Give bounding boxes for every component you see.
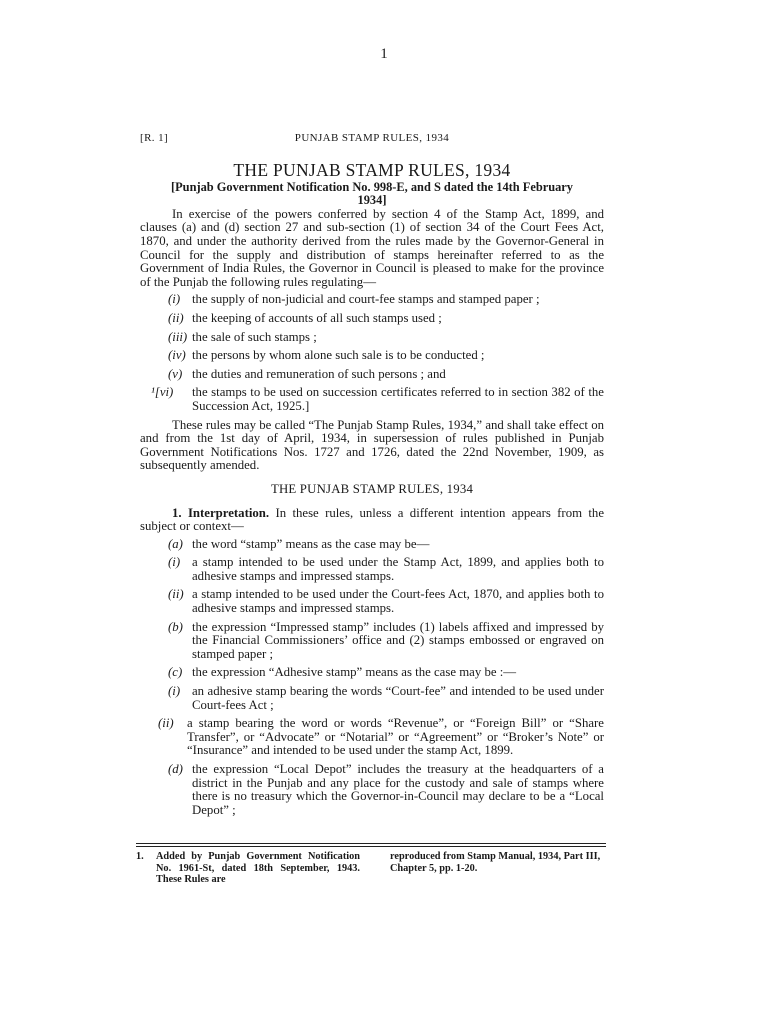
definition-subclause bbox=[140, 685, 604, 712]
definition-clause bbox=[140, 621, 604, 662]
clause-text: a stamp bearing the word or words “Revenue”, or “Foreign Bill” or “Share Transfer”, or “Advocate” or “Notarial” or “Agreement” or “Broker’s Note” or “Insurance” and intended to be used under the stamp Act, 1899. bbox=[187, 716, 604, 758]
item-text: the sale of such stamps ; bbox=[192, 329, 317, 344]
footnote-divider bbox=[136, 843, 606, 844]
item-number: (v) bbox=[168, 366, 183, 381]
definition-clause bbox=[140, 666, 604, 680]
rule-heading: Interpretation. bbox=[187, 505, 270, 520]
document-body bbox=[140, 132, 604, 822]
footnote-right-column: reproduced from Stamp Manual, 1934, Part III, Chapter 5, pp. 1-20. bbox=[390, 851, 601, 874]
clause-number: (c) bbox=[168, 665, 183, 680]
regulating-items-list bbox=[140, 293, 604, 413]
document-title: THE PUNJAB STAMP RULES, 1934 bbox=[233, 160, 511, 180]
item-text: the stamps to be used on succession certificates referred to in section 382 of the Succession Act, 1925.] bbox=[192, 385, 604, 413]
list-item bbox=[140, 386, 604, 413]
definition-subclause bbox=[140, 717, 604, 758]
definition-clause bbox=[140, 538, 604, 552]
list-item bbox=[140, 331, 604, 345]
list-item bbox=[140, 349, 604, 363]
item-number: (iv) bbox=[168, 348, 186, 363]
item-text: the keeping of accounts of all such stamps used ; bbox=[192, 310, 442, 325]
item-text: the supply of non-judicial and court-fee stamps and stamped paper ; bbox=[192, 292, 540, 307]
clause-text: a stamp intended to be used under the Stamp Act, 1899, and applies both to adhesive stamps and impressed stamps. bbox=[192, 555, 604, 583]
clause-number: (b) bbox=[168, 619, 183, 634]
clause-number: (d) bbox=[168, 762, 183, 776]
clause-number: (i) bbox=[168, 555, 181, 570]
definition-subclause bbox=[140, 588, 604, 615]
clause-text: the word “stamp” means as the case may be— bbox=[192, 536, 430, 551]
clause-text: the expression “Adhesive stamp” means as the case may be :— bbox=[192, 665, 517, 680]
running-title: PUNJAB STAMP RULES, 1934 bbox=[294, 132, 450, 144]
notification-reference: [Punjab Government Notification No. 998-E, and S dated the 14th February 1934] bbox=[170, 180, 573, 208]
page-number: 1 bbox=[380, 46, 388, 62]
rule-number: 1. bbox=[172, 505, 182, 520]
citation-paragraph: These rules may be called “The Punjab Stamp Rules, 1934,” and shall take effect on and from the 1st day of April, 1934, in supersession of rules published in Punjab Government Notifications Nos. 1727 and 1726, dated the 22nd November, 1909, as subsequently amended. bbox=[140, 417, 604, 473]
item-number: (iii) bbox=[168, 329, 188, 344]
definitions-list bbox=[140, 538, 604, 818]
clause-text: a stamp intended to be used under the Court-fees Act, 1870, and applies both to adhesive stamps and impressed stamps. bbox=[192, 587, 604, 616]
running-head bbox=[140, 132, 604, 148]
clause-number: (ii) bbox=[168, 587, 184, 602]
list-item bbox=[140, 312, 604, 326]
clause-number: (ii) bbox=[158, 716, 174, 731]
footnote-number: 1. bbox=[136, 851, 144, 862]
footnote-left-column bbox=[136, 851, 360, 886]
rule-reference: [R. 1] bbox=[140, 132, 169, 144]
footnote-text: Added by Punjab Government Notification No. 1961-St, dated 18th September, 1943. These Rules are bbox=[156, 851, 360, 885]
preamble-paragraph: In exercise of the powers conferred by section 4 of the Stamp Act, 1899, and clauses (a) and (d) section 27 and sub-section (1) of section 34 of the Court Fees Act, 1870, and under the authority derived from the rules made by the Governor-General in Council for the supply and distribution of stamps hereinafter referred to as the Government of India Rules, the Governor in Council is pleased to make for the province of the Punjab the following rules regulating— bbox=[140, 206, 604, 289]
clause-number: (i) bbox=[168, 684, 181, 699]
list-item bbox=[140, 368, 604, 382]
clause-text: the expression “Impressed stamp” includes (1) labels affixed and impressed by the Financial Commissioners’ office and (2) stamps embossed or engraved on stamped paper ; bbox=[192, 619, 604, 661]
rule-intro: In these rules, unless a different intention appears from the subject or context— bbox=[140, 505, 605, 534]
clause-number: (a) bbox=[168, 536, 183, 551]
item-number: (ii) bbox=[168, 310, 184, 325]
item-number: ¹[vi) bbox=[151, 385, 174, 400]
definition-clause bbox=[140, 763, 604, 817]
rule-1-paragraph bbox=[140, 507, 604, 534]
section-title: THE PUNJAB STAMP RULES, 1934 bbox=[270, 481, 474, 496]
definition-subclause bbox=[140, 556, 604, 583]
footnote-divider bbox=[136, 846, 606, 847]
item-text: the persons by whom alone such sale is to be conducted ; bbox=[192, 348, 485, 363]
clause-text: an adhesive stamp bearing the words “Court-fee” and intended to be used under Court-fees Act ; bbox=[192, 684, 604, 712]
item-text: the duties and remuneration of such persons ; and bbox=[192, 366, 446, 381]
list-item bbox=[140, 293, 604, 307]
clause-text: the expression “Local Depot” includes the treasury at the headquarters of a district in the Punjab and any place for the custody and sale of stamps where there is no treasury which the Governor-in-Council may declare to be a “Local Depot” ; bbox=[192, 762, 604, 817]
item-number: (i) bbox=[168, 292, 181, 307]
